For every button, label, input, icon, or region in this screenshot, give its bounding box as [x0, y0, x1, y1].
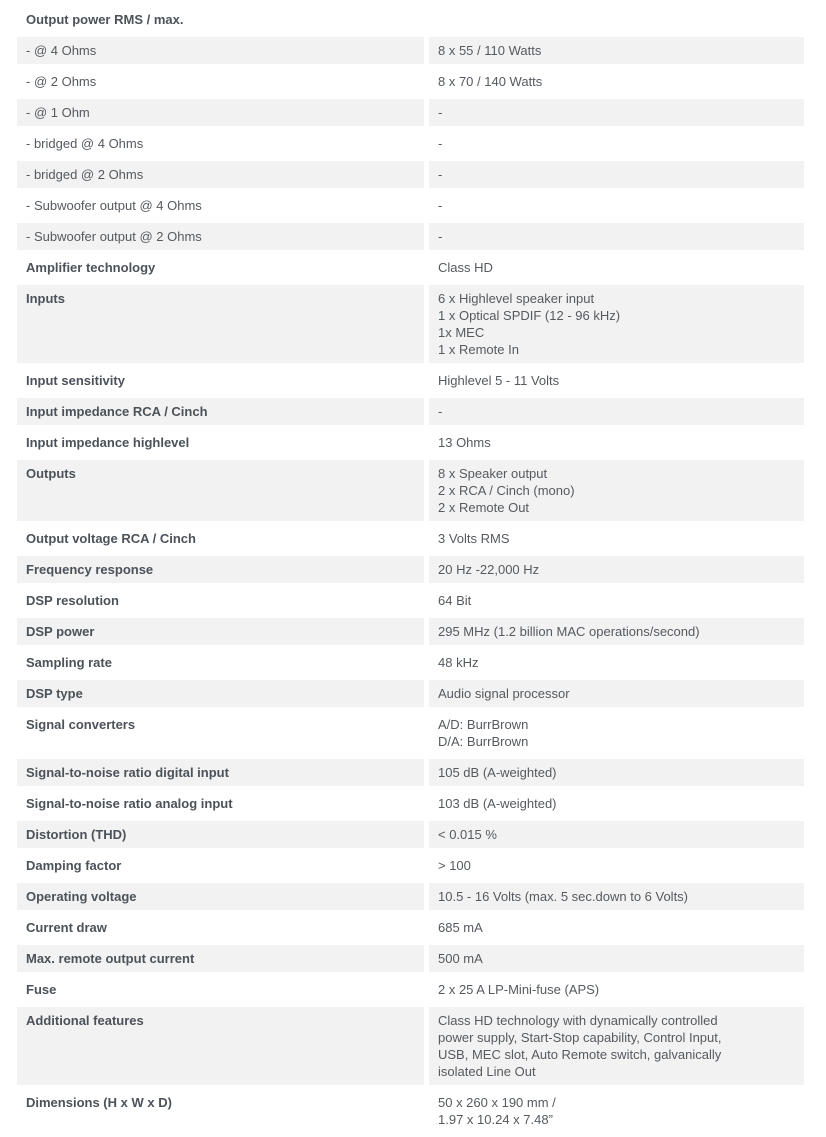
spec-row	[17, 6, 804, 33]
spec-label: Current draw	[26, 920, 107, 935]
spec-value	[424, 556, 804, 583]
spec-value	[424, 976, 804, 1003]
spec-label: Outputs	[17, 460, 424, 521]
spec-label: DSP type	[17, 680, 424, 707]
spec-value-line: -	[438, 167, 443, 182]
spec-value-line: 6 x Highlevel speaker input	[438, 291, 595, 306]
spec-label: Distortion (THD)	[17, 821, 424, 848]
spec-value	[424, 37, 804, 64]
spec-value	[424, 525, 804, 552]
spec-row	[17, 914, 804, 941]
spec-value	[424, 618, 804, 645]
spec-value-line: Class HD technology with dynamically controlled	[438, 1013, 718, 1028]
spec-value-line: 8 x 70 / 140 Watts	[438, 74, 543, 89]
spec-value-line: USB, MEC slot, Auto Remote switch, galvanically	[438, 1047, 722, 1062]
spec-row	[17, 587, 804, 614]
spec-row	[17, 525, 804, 552]
spec-value-line: 103 dB (A-weighted)	[438, 796, 557, 811]
spec-value	[424, 649, 804, 676]
spec-value	[424, 254, 804, 281]
spec-value-line: Audio signal processor	[438, 686, 570, 701]
spec-row	[17, 852, 804, 879]
spec-row	[17, 883, 804, 910]
spec-value-line: D/A: BurrBrown	[438, 734, 529, 749]
spec-value	[424, 1007, 804, 1085]
spec-row	[17, 68, 804, 95]
spec-value	[424, 883, 804, 910]
spec-value	[424, 130, 804, 157]
spec-value	[424, 223, 804, 250]
spec-value-line: 500 mA	[438, 951, 483, 966]
spec-value-line: -	[438, 198, 443, 213]
spec-value-line: power supply, Start-Stop capability, Control Input,	[438, 1030, 722, 1045]
spec-value-line: 8 x Speaker output	[438, 466, 548, 481]
spec-row	[17, 1089, 804, 1133]
spec-row	[17, 254, 804, 281]
spec-label: DSP resolution	[26, 593, 119, 608]
spec-value-line: 1 x Optical SPDIF (12 - 96 kHz)	[438, 308, 621, 323]
spec-row	[17, 192, 804, 219]
spec-row	[17, 367, 804, 394]
spec-label: Operating voltage	[17, 883, 424, 910]
spec-value	[424, 790, 804, 817]
spec-value	[424, 367, 804, 394]
spec-label: - @ 4 Ohms	[17, 37, 424, 64]
spec-value-line: 2 x RCA / Cinch (mono)	[438, 483, 575, 498]
spec-value-line: 295 MHz (1.2 billion MAC operations/second)	[438, 624, 700, 639]
spec-label: Additional features	[17, 1007, 424, 1085]
spec-value-line: 10.5 - 16 Volts (max. 5 sec.down to 6 Volts)	[438, 889, 689, 904]
spec-label: Dimensions (H x W x D)	[26, 1095, 172, 1110]
spec-label: Damping factor	[26, 858, 122, 873]
spec-label: Amplifier technology	[26, 260, 156, 275]
spec-value	[424, 945, 804, 972]
spec-row	[17, 680, 804, 707]
spec-row	[17, 99, 804, 126]
spec-label: Output power RMS / max.	[26, 12, 184, 27]
spec-value	[424, 460, 804, 521]
spec-value-line: < 0.015 %	[438, 827, 497, 842]
spec-row	[17, 285, 804, 363]
spec-row	[17, 130, 804, 157]
spec-label: Max. remote output current	[17, 945, 424, 972]
spec-value	[424, 161, 804, 188]
spec-value-line: 2 x 25 A LP-Mini-fuse (APS)	[438, 982, 600, 997]
spec-value-line: Class HD	[438, 260, 493, 275]
spec-label: - bridged @ 4 Ohms	[26, 136, 144, 151]
spec-row	[17, 429, 804, 456]
spec-value-line: 48 kHz	[438, 655, 479, 670]
spec-value	[424, 429, 804, 456]
spec-value-line: -	[438, 404, 443, 419]
spec-value	[424, 852, 804, 879]
spec-value-line: > 100	[438, 858, 471, 873]
spec-row	[17, 223, 804, 250]
spec-row	[17, 649, 804, 676]
spec-label: Output voltage RCA / Cinch	[26, 531, 196, 546]
spec-row	[17, 945, 804, 972]
spec-value	[424, 759, 804, 786]
spec-value	[424, 1089, 804, 1133]
spec-label: Input sensitivity	[26, 373, 125, 388]
spec-label: Signal converters	[26, 717, 136, 732]
spec-label: Frequency response	[17, 556, 424, 583]
spec-value-line: Highlevel 5 - 11 Volts	[438, 373, 560, 388]
spec-row	[17, 976, 804, 1003]
spec-row	[17, 759, 804, 786]
spec-value-line: A/D: BurrBrown	[438, 717, 529, 732]
spec-row	[17, 37, 804, 64]
spec-value-line: 1 x Remote In	[438, 342, 519, 357]
spec-value-line: isolated Line Out	[438, 1064, 536, 1079]
spec-label: Sampling rate	[26, 655, 112, 670]
spec-label: Fuse	[26, 982, 57, 997]
spec-value	[424, 587, 804, 614]
spec-label: - bridged @ 2 Ohms	[17, 161, 424, 188]
spec-value-line: 1x MEC	[438, 325, 485, 340]
spec-value	[424, 192, 804, 219]
spec-value	[424, 680, 804, 707]
spec-value	[424, 285, 804, 363]
spec-value	[424, 68, 804, 95]
spec-value-line: 1.97 x 10.24 x 7.48”	[438, 1112, 553, 1127]
spec-value-line: -	[438, 105, 443, 120]
spec-value	[424, 398, 804, 425]
spec-row	[17, 161, 804, 188]
spec-label: - Subwoofer output @ 4 Ohms	[26, 198, 202, 213]
spec-value-line: 13 Ohms	[438, 435, 491, 450]
spec-label: Signal-to-noise ratio analog input	[26, 796, 233, 811]
spec-row	[17, 1007, 804, 1085]
spec-label: DSP power	[17, 618, 424, 645]
spec-value	[424, 711, 804, 755]
spec-value-line: 64 Bit	[438, 593, 472, 608]
spec-row	[17, 460, 804, 521]
spec-row	[17, 790, 804, 817]
spec-value-line: -	[438, 136, 443, 151]
spec-value-line: 8 x 55 / 110 Watts	[438, 43, 542, 58]
spec-label: Inputs	[17, 285, 424, 363]
spec-value	[424, 99, 804, 126]
specifications-body	[17, 6, 804, 1133]
spec-label: Input impedance RCA / Cinch	[17, 398, 424, 425]
specifications-table	[17, 2, 804, 1137]
spec-row	[17, 398, 804, 425]
spec-row	[17, 618, 804, 645]
spec-label: - @ 1 Ohm	[17, 99, 424, 126]
spec-value	[424, 821, 804, 848]
spec-value-line: 20 Hz -22,000 Hz	[438, 562, 540, 577]
spec-value	[424, 6, 804, 33]
spec-value-line: 3 Volts RMS	[438, 531, 510, 546]
spec-value	[424, 914, 804, 941]
spec-label: - @ 2 Ohms	[26, 74, 97, 89]
spec-value-line: 685 mA	[438, 920, 483, 935]
spec-row	[17, 711, 804, 755]
spec-value-line: -	[438, 229, 443, 244]
spec-row	[17, 556, 804, 583]
spec-row	[17, 821, 804, 848]
spec-label: Input impedance highlevel	[26, 435, 190, 450]
spec-value-line: 2 x Remote Out	[438, 500, 530, 515]
spec-label: - Subwoofer output @ 2 Ohms	[17, 223, 424, 250]
spec-label: Signal-to-noise ratio digital input	[17, 759, 424, 786]
spec-value-line: 50 x 260 x 190 mm /	[438, 1095, 556, 1110]
spec-value-line: 105 dB (A-weighted)	[438, 765, 557, 780]
